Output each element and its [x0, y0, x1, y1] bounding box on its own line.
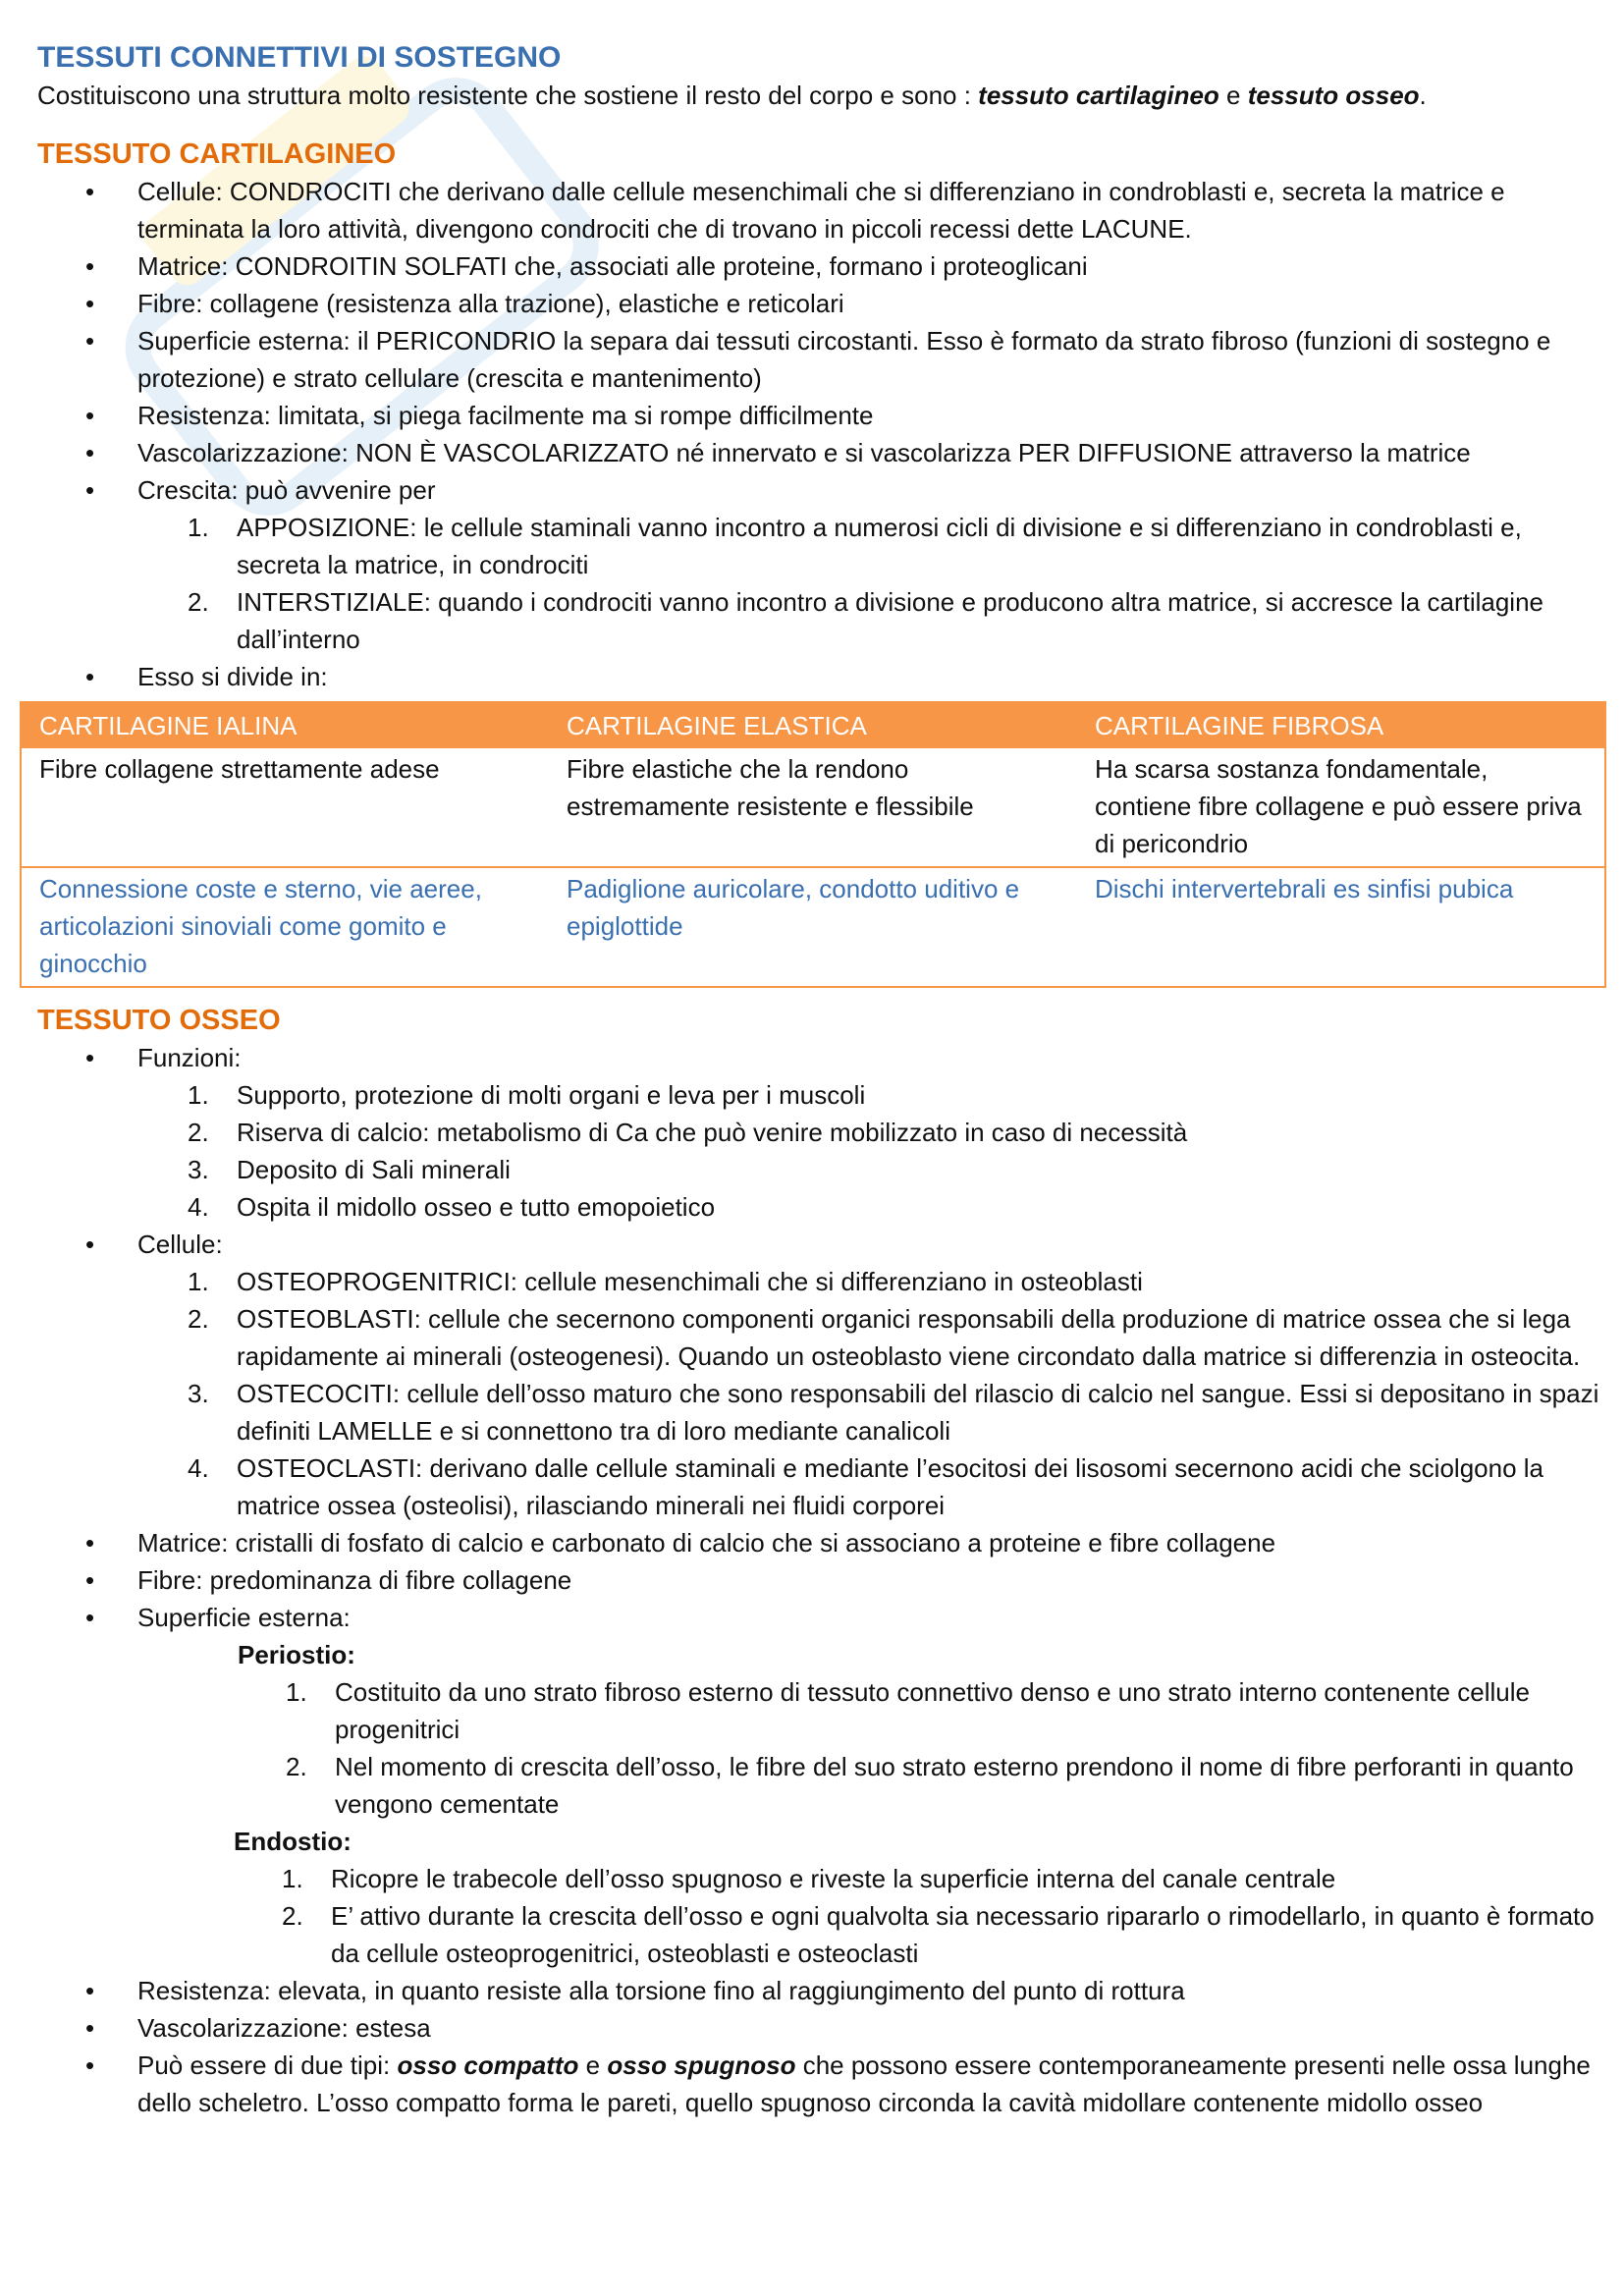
table-cell: Ha scarsa sostanza fondamentale, contiene fibre collagene e può essere priva di pericondrio [1077, 748, 1605, 867]
list-item: • Fibre: collagene (resistenza alla trazione), elastiche e reticolari [37, 285, 1600, 322]
table-cell: Dischi intervertebrali es sinfisi pubica [1095, 874, 1514, 903]
bone-final-list [37, 1972, 1600, 2121]
periosteum-label: Periostio: [238, 1640, 355, 1669]
table-header: CARTILAGINE FIBROSA [1077, 702, 1605, 748]
bone-heading: TESSUTO OSSEO [37, 1005, 281, 1036]
growth-list [37, 509, 1600, 658]
endosteum-label: Endostio: [234, 1827, 352, 1856]
list-item: • Funzioni: [37, 1039, 1600, 1076]
list-item: • Crescita: può avvenire per [37, 471, 1600, 509]
table-cell: Padiglione auricolare, condotto uditivo e epiglottide [567, 874, 1020, 941]
list-item: 1. OSTEOPROGENITRICI: cellule mesenchimali che si differenziano in osteoblasti [188, 1267, 1143, 1296]
list-item: 1. Supporto, protezione di molti organi e leva per i muscoli [188, 1080, 866, 1110]
table-row [21, 867, 1605, 987]
intro-paragraph: Costituiscono una struttura molto resistente che sostiene il resto del corpo e sono : tessuto cartilagineo e tessuto osseo. [37, 81, 1427, 110]
list-item: 3. Deposito di Sali minerali [188, 1155, 511, 1184]
list-item: • Superficie esterna: il PERICONDRIO la separa dai tessuti circostanti. Esso è formato da strato fibroso (funzioni di sostegno e protezione) e strato cellulare (crescita e mantenimento) [37, 322, 1600, 397]
list-item: 1. Costituito da uno strato fibroso esterno di tessuto connettivo denso e uno strato interno contenente cellule progenitrici [286, 1677, 1530, 1744]
bone-cells-list [37, 1263, 1600, 1524]
table-header: CARTILAGINE IALINA [21, 702, 549, 748]
list-item: • Superficie esterna: [37, 1599, 1600, 1636]
list-item: • Matrice: cristalli di fosfato di calcio e carbonato di calcio che si associano a proteine e fibre collagene [37, 1524, 1600, 1561]
list-item: 2. E’ attivo durante la crescita dell’osso e ogni qualvolta sia necessario ripararlo o rimodellarlo, in quanto è formato da cellule osteoprogenitrici, osteoblasti e osteoclasti [282, 1901, 1595, 1968]
list-item: • Esso si divide in: [37, 658, 1600, 695]
table-cell: Fibre collagene strettamente adese [21, 748, 549, 867]
list-item: 3. OSTECOCITI: cellule dell’osso maturo che sono responsabili del rilascio di calcio nel sangue. Essi si depositano in spazi definiti LAMELLE e si connettono tra di loro mediante canalicoli [188, 1379, 1599, 1446]
bone-functions-label [37, 1039, 1600, 1076]
periosteum-list [37, 1673, 1600, 1823]
list-item: • Fibre: predominanza di fibre collagene [37, 1561, 1600, 1599]
page-title: TESSUTI CONNETTIVI DI SOSTEGNO [37, 41, 562, 74]
cartilage-list [37, 173, 1600, 509]
list-item: • Cellule: CONDROCITI che derivano dalle cellule mesenchimali che si differenziano in condroblasti e, secreta la matrice e terminata la loro attività, divengono condrociti che di trovano in piccoli recessi dette LACUNE. [37, 173, 1600, 247]
list-item: 1. Ricopre le trabecole dell’osso spugnoso e riveste la superficie interna del canale centrale [282, 1864, 1336, 1893]
table-cell: Connessione coste e sterno, vie aeree, articolazioni sinoviali come gomito e ginocchio [39, 874, 482, 978]
list-item: 4. OSTEOCLASTI: derivano dalle cellule staminali e mediante l’esocitosi dei lisosomi secernono acidi che sciolgono la matrice ossea (osteolisi), rilasciando minerali nei fluidi corporei [188, 1453, 1543, 1520]
table-cell: Fibre elastiche che la rendono estremamente resistente e flessibile [549, 748, 1077, 867]
list-item: • Matrice: CONDROITIN SOLFATI che, associati alle proteine, formano i proteoglicani [37, 247, 1600, 285]
list-item: 2. Riserva di calcio: metabolismo di Ca che può venire mobilizzato in caso di necessità [188, 1118, 1188, 1147]
list-item: 2. Nel momento di crescita dell’osso, le fibre del suo strato esterno prendono il nome di fibre perforanti in quanto vengono cementate [286, 1752, 1574, 1819]
list-item: • Resistenza: limitata, si piega facilmente ma si rompe difficilmente [37, 397, 1600, 434]
endosteum-list [37, 1860, 1600, 1972]
list-item: 2. OSTEOBLASTI: cellule che secernono componenti organici responsabili della produzione di matrice ossea che si lega rapidamente ai minerali (osteogenesi). Quando un osteoblasto viene circondato dalla matrice si differenzia in osteocita. [188, 1304, 1581, 1371]
list-item: • Può essere di due tipi: osso compatto e osso spugnoso che possono essere contemporaneamente presenti nelle ossa lunghe dello scheletro. L’osso compatto forma le pareti, quello spugnoso circonda la cavità midollare contenente midollo osseo [37, 2047, 1600, 2121]
list-item: • Cellule: [37, 1226, 1600, 1263]
bone-functions-list [37, 1076, 1600, 1226]
list-item: 2. INTERSTIZIALE: quando i condrociti vanno incontro a divisione e producono altra matrice, si accresce la cartilagine dall’interno [188, 587, 1543, 654]
bone-cells-label [37, 1226, 1600, 1263]
table-row [21, 748, 1605, 867]
list-item: • Resistenza: elevata, in quanto resiste alla torsione fino al raggiungimento del punto di rottura [37, 1972, 1600, 2009]
table-header: CARTILAGINE ELASTICA [549, 702, 1077, 748]
bone-props-list [37, 1524, 1600, 1636]
list-item: • Vascolarizzazione: estesa [37, 2009, 1600, 2047]
list-item: 4. Ospita il midollo osseo e tutto emopoietico [188, 1192, 716, 1222]
list-item: • Vascolarizzazione: NON È VASCOLARIZZATO né innervato e si vascolarizza PER DIFFUSIONE attraverso la matrice [37, 434, 1600, 471]
divides-list [37, 658, 1600, 695]
cartilage-heading: TESSUTO CARTILAGINEO [37, 138, 397, 170]
list-item: 1. APPOSIZIONE: le cellule staminali vanno incontro a numerosi cicli di divisione e si differenziano in condroblasti e, secreta la matrice, in condrociti [188, 513, 1522, 579]
cartilage-table [20, 701, 1606, 988]
document-page [37, 39, 1600, 2121]
